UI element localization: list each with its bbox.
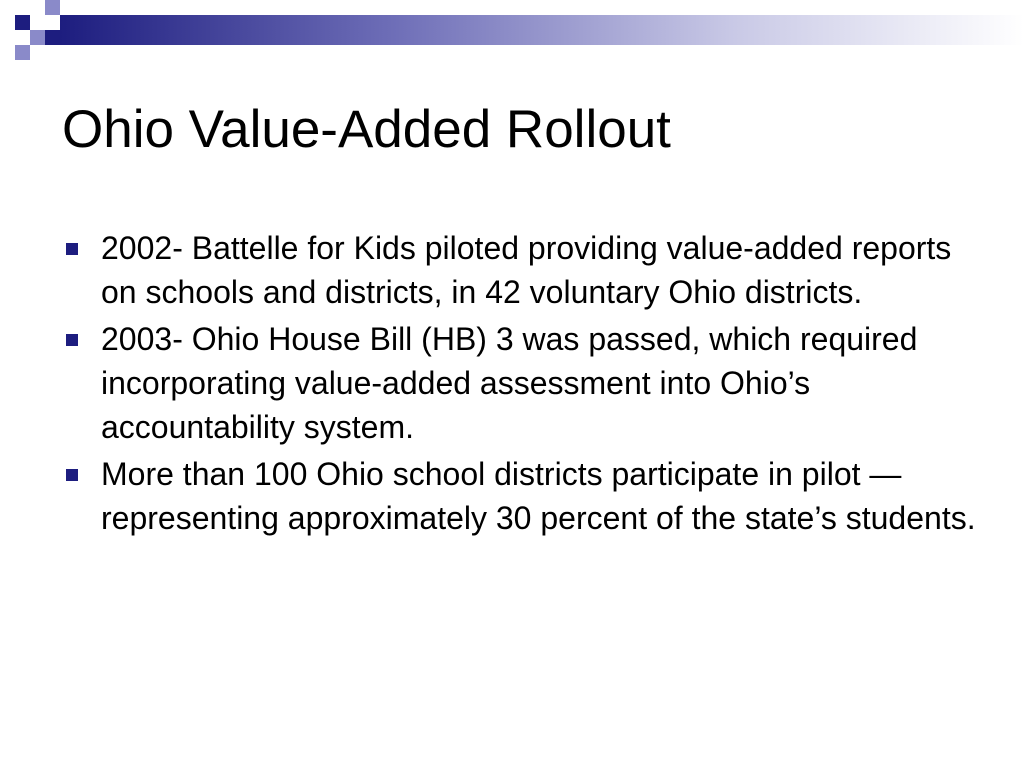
slide-title: Ohio Value-Added Rollout xyxy=(62,100,671,159)
bullet-item xyxy=(62,452,982,540)
bullet-list xyxy=(62,226,982,543)
decor-square-light xyxy=(45,0,60,15)
decor-square-light xyxy=(15,45,30,60)
square-bullet-icon xyxy=(66,243,78,255)
header-decoration xyxy=(0,0,1024,70)
square-bullet-icon xyxy=(66,469,78,481)
decor-square-navy xyxy=(15,15,30,30)
bullet-text: 2002- Battelle for Kids piloted providing value-added reports on schools and districts, in 42 voluntary Ohio districts. xyxy=(101,230,952,310)
decor-square-light xyxy=(30,30,45,45)
bullet-item xyxy=(62,226,982,314)
bullet-text: 2003- Ohio House Bill (HB) 3 was passed, which required incorporating value-added assessment into Ohio’s accountability system. xyxy=(101,321,918,445)
square-bullet-icon xyxy=(66,334,78,346)
bullet-text: More than 100 Ohio school districts participate in pilot — representing approximately 30 percent of the state’s students. xyxy=(101,456,976,536)
bullet-item xyxy=(62,317,982,449)
decor-square-navy xyxy=(45,30,60,45)
header-gradient-band xyxy=(60,15,1024,45)
